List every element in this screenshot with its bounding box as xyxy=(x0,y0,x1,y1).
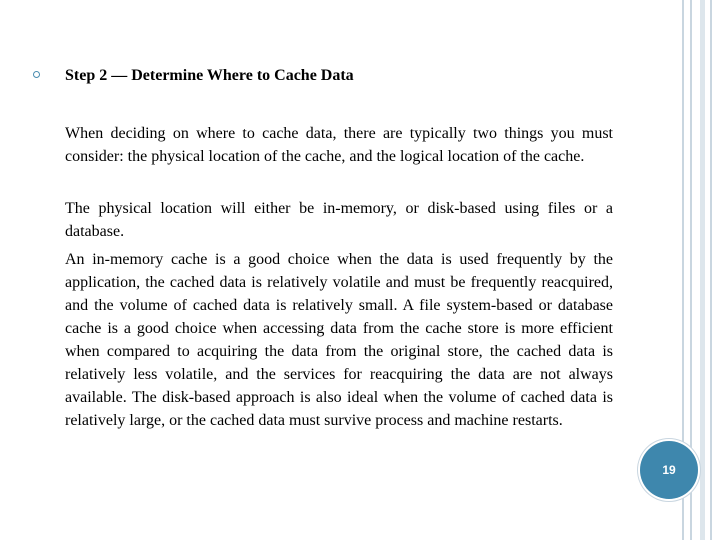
frame-rule xyxy=(700,0,705,540)
paragraph-physical-location: The physical location will either be in-memory, or disk-based using files or a database. xyxy=(65,200,613,240)
slide-title: Step 2 — Determine Where to Cache Data xyxy=(65,67,354,84)
frame-rule xyxy=(710,0,712,540)
circle-bullet-icon xyxy=(33,71,40,78)
paragraph-cache-choices: An in-memory cache is a good choice when the data is used frequently by the application, the cached data is relatively volatile and must be frequently reacquired, and the volume of cached data is relatively small. A file system-based or database cache is a good choice when accessing data from the cache store is more efficient when compared to acquiring the data from the original store, the cached data is relatively less volatile, and the services for reacquiring the data are not always available. The disk-based approach is also ideal when the volume of cached data is relatively large, or the cached data must survive process and machine restarts. xyxy=(65,251,613,429)
page-number-badge: 19 xyxy=(640,441,698,499)
paragraph-cache-considerations: When deciding on where to cache data, there are typically two things you must consider: the physical location of the cache, and the logical location of the cache. xyxy=(65,125,613,165)
